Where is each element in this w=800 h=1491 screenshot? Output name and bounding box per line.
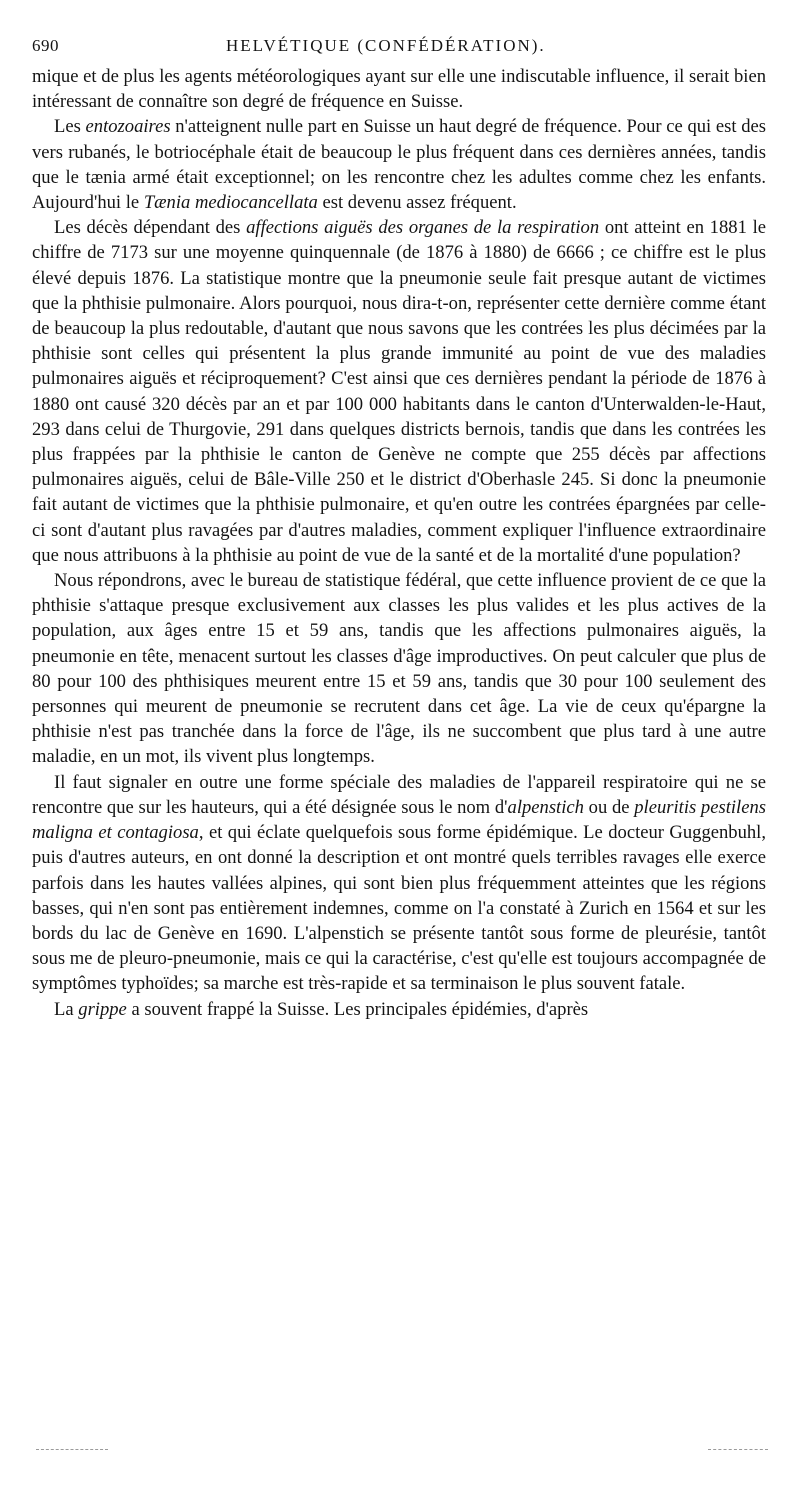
italic-term: alpenstich xyxy=(507,796,584,818)
italic-term: Tænia mediocancellata xyxy=(143,192,318,214)
italic-term: pleuritis pestilens maligna et contagiosa xyxy=(32,796,766,844)
text-run: Il faut signaler en outre une forme spéciale des maladies de l'appareil respiratoire qui ne se rencontre que sur les hauteurs, qui a été désignée sous le nom d' xyxy=(32,771,766,818)
paragraph-alpenstich xyxy=(32,770,766,997)
text-run: est devenu assez fréquent. xyxy=(317,192,517,214)
page-number: 690 xyxy=(32,36,59,55)
paragraph-text: Nous répondrons, avec le bureau de statistique fédéral, que cette influence provient de ce que la phthisie s'attaque presque exclusivement aux classes les plus valides et les plus actives de la population, aux âges entre 15 et 59 ans, tandis que les affections pulmonaires aiguës, la pneumonie en tête, menacent surtout les classes d'âge improductives. On peut calculer que plus de 80 pour 100 des phthisiques meurent entre 15 et 59 ans, tandis que 30 pour 100 seulement des personnes qui meurent de pneumonie se recrutent dans cet âge. La vie de ceux qu'épargne la phthisie n'est pas tranchée dans la force de l'âge, ils ne succombent que plus tard à une autre maladie, en un mot, ils vivent plus longtemps. xyxy=(32,570,766,768)
scan-footer-marks xyxy=(32,1447,768,1457)
running-title: HELVÉTIQUE (CONFÉDÉRATION). xyxy=(226,36,546,55)
italic-term: grippe xyxy=(78,998,127,1020)
paragraph-text: mique et de plus les agents météorologiques ayant sur elle une indiscutable influence, il serait bien intéressant de connaître son degré de fréquence en Suisse. xyxy=(32,66,766,113)
scan-mark-left xyxy=(36,1449,108,1452)
scan-mark-right xyxy=(708,1449,768,1452)
text-run: a souvent frappé la Suisse. Les principales épidémies, d'après xyxy=(126,998,589,1020)
text-run: , et qui éclate quelquefois sous forme épidémique. Le docteur Guggenbuhl, puis d'autres auteurs, en ont donné la description et ont montré quels terribles ravages elle exerce parfois dans les hautes vallées alpines, qui sont bien plus fréquemment atteintes que les régions basses, qui n'en sont pas entièrement indemnes, comme on l'a constaté à Zurich en 1564 et sur les bords du lac de Genève en 1690. L'alpenstich se présente tantôt sous forme de pleurésie, tantôt sous me de pleuro-pneumonie, mais ce qui la caractérise, c'est qu'elle est toujours accompagnée de symptômes typhoïdes; sa marche est très-rapide et sa terminaison le plus souvent fatale. xyxy=(32,822,766,995)
paragraph-continuation xyxy=(32,64,766,114)
italic-term: entozoaires xyxy=(85,116,171,138)
text-run: ou de xyxy=(583,796,635,818)
text-run: Les xyxy=(54,116,86,138)
body-text xyxy=(32,64,766,1022)
text-run: ont atteint en 1881 le chiffre de 7173 sur une moyenne quinquennale (de 1876 à 1880) de 6666 ; ce chiffre est le plus élevé depuis 1876. La statistique montre que la pneumonie seule fait presque autant de victimes que la phthisie pulmonaire. Alors pourquoi, nous dira-t-on, représenter cette dernière comme étant de beaucoup la plus redoutable, d'autant que nous savons que les contrées les plus décimées par la phthisie sont celles qui présentent la plus grande immunité au point de vue des maladies pulmonaires aiguës et réciproquement? C'est ainsi que ces dernières pendant la période de 1876 à 1880 ont causé 320 décès par an et par 100 000 habitants dans le canton d'Unterwalden-le-Haut, 293 dans celui de Thurgovie, 291 dans quelques districts bernois, tandis que dans les contrées les plus frappées par la phthisie le canton de Genève ne compte que 255 décès par affections pulmonaires aiguës, celui de Bâle-Ville 250 et le district d'Oberhasle 245. Si donc la pneumonie fait autant de victimes que la phthisie pulmonaire, et qu'en outre les contrées épargnées par celle-ci sont d'autant plus ravagées par d'autres maladies, comment expliquer l'influence extraordinaire que nous attribuons à la phthisie au point de vue de la santé et de la mortalité d'une population? xyxy=(32,217,766,566)
paragraph-entozoaires xyxy=(32,114,766,215)
text-run: Les décès dépendant des xyxy=(54,217,247,239)
text-run: La xyxy=(54,998,79,1020)
paragraph-phthisie xyxy=(32,568,766,770)
paragraph-respiration xyxy=(32,215,766,568)
text-run: n'atteignent nulle part en Suisse un haut degré de fréquence. Pour ce qui est des vers rubanés, le botriocéphale était de beaucoup le plus fréquent dans ces dernières années, tandis que le tænia armé était exceptionnel; on les rencontre chez les adultes comme chez les enfants. Aujourd'hui le xyxy=(32,116,766,214)
paragraph-grippe xyxy=(32,997,766,1022)
document-page xyxy=(32,30,766,1022)
running-head xyxy=(32,30,766,60)
italic-term: affections aiguës des organes de la respiration xyxy=(246,217,600,239)
